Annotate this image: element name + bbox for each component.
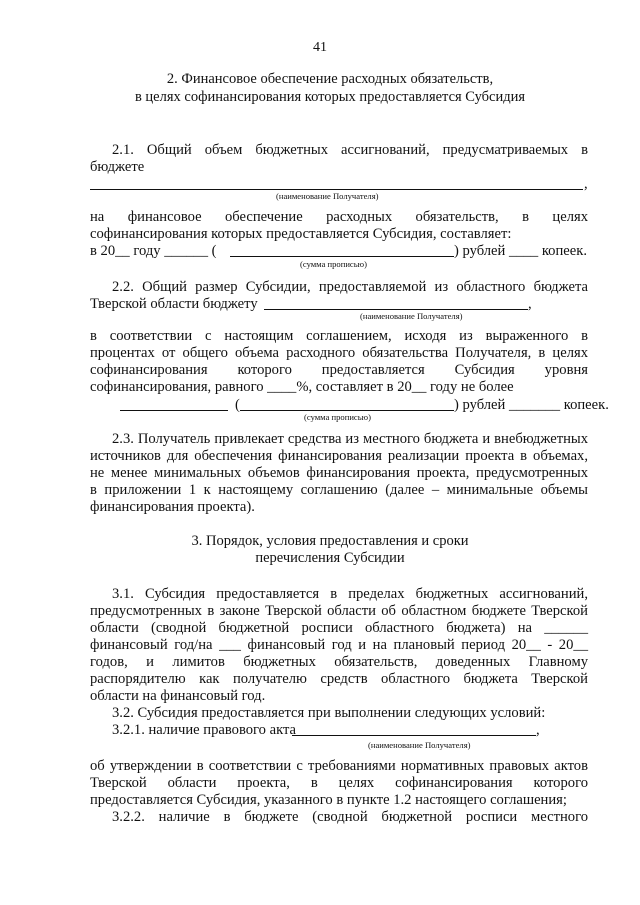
p22-line-5: софинансирования которого предоставляется Субсидия уровня	[90, 362, 588, 378]
p22-line-2-end: ,	[528, 296, 532, 312]
p22-amount-blank	[120, 410, 228, 411]
p31-line-4: финансовый год/на ___ финансовый год и на плановый период 20__ - 20__	[90, 637, 588, 653]
p23-line-4: в приложении 1 к настоящему соглашению (далее – минимальные объемы	[90, 482, 588, 498]
p31-line-1: 3.1. Субсидия предоставляется в пределах бюджетных ассигнований,	[112, 586, 588, 602]
p21-line-3: на финансовое обеспечение расходных обязательств, в целях	[90, 209, 588, 225]
page-number: 41	[313, 40, 327, 55]
p21-line-2: бюджете	[90, 159, 145, 175]
p321-line-4: предоставляется Субсидия, указанного в пункте 1.2 настоящего соглашения;	[90, 792, 567, 808]
p21-line-5-start: в 20__ году ______ (	[90, 243, 217, 259]
p23-line-5: финансирования проекта).	[90, 499, 255, 515]
p321-caption-recipient: (наименование Получателя)	[368, 740, 471, 750]
p22-caption-recipient: (наименование Получателя)	[360, 311, 463, 321]
section-2-title-line-2: в целях софинансирования которых предоставляется Субсидия	[134, 89, 526, 105]
p22-sum-blank	[240, 410, 454, 411]
p22-line-1: 2.2. Общий размер Субсидии, предоставляемой из областного бюджета	[112, 279, 588, 295]
p22-line-4: процентах от общего объема расходного обязательства Получателя, в целях	[90, 345, 588, 361]
p22-line-2-start: Тверской области бюджету	[90, 296, 258, 312]
p31-line-6: распорядителю как получателю средств областного бюджета Тверской	[90, 671, 588, 687]
p321-line-3: Тверской области проекта, в целях софинансирования которого	[90, 775, 588, 791]
p21-caption-recipient: (наименование Получателя)	[276, 191, 379, 201]
p31-line-2: предусмотренных в законе Тверской области об областном бюджете Тверской	[90, 603, 588, 619]
p22-caption-sum: (сумма прописью)	[304, 412, 371, 422]
p21-line-1: 2.1. Общий объем бюджетных ассигнований, предусматриваемых в	[112, 142, 588, 158]
p32-line-1: 3.2. Субсидия предоставляется при выполнении следующих условий:	[112, 705, 546, 721]
p22-line-3: в соответствии с настоящим соглашением, исходя из выраженного в	[90, 328, 588, 344]
p31-line-5: годов, и лимитов бюджетных обязательств, доведенных Главному	[90, 654, 588, 670]
p21-line-5-end: ) рублей ____ копеек.	[454, 243, 587, 259]
p31-line-3: области (сводной бюджетной росписи областного бюджета) на ______	[90, 620, 588, 636]
section-2-title-line-1: 2. Финансовое обеспечение расходных обязательств,	[166, 71, 494, 87]
p22-line-6: софинансирования, равного ____%, составляет в 20__ году не более	[90, 379, 514, 395]
p21-caption-sum: (сумма прописью)	[300, 259, 367, 269]
p21-blank-comma: ,	[584, 176, 588, 192]
p22-line-7-end: ) рублей _______ копеек.	[454, 397, 609, 413]
p22-recipient-blank	[264, 309, 528, 310]
p321-line-1-start: 3.2.1. наличие правового акта	[112, 722, 297, 738]
p22-line-7-open: (	[235, 397, 240, 413]
p21-recipient-blank	[90, 189, 583, 190]
section-3-title-line-1: 3. Порядок, условия предоставления и сроки	[191, 533, 469, 549]
p321-recipient-blank	[292, 735, 536, 736]
p321-line-1-end: ,	[536, 722, 540, 738]
p23-line-1: 2.3. Получатель привлекает средства из местного бюджета и внебюджетных	[112, 431, 588, 447]
p322-line-1: 3.2.2. наличие в бюджете (сводной бюджетной росписи местного	[112, 809, 588, 825]
p321-line-2: об утверждении в соответствии с требованиями нормативных правовых актов	[90, 758, 588, 774]
p23-line-3: не менее минимальных объемов финансирования проекта, предусмотренных	[90, 465, 588, 481]
section-3-title-line-2: перечисления Субсидии	[255, 550, 405, 566]
p21-line-4: софинансирования которых предоставляется Субсидия, составляет:	[90, 226, 512, 242]
p23-line-2: источников для обеспечения финансирования реализации проекта в объемах,	[90, 448, 588, 464]
p21-sum-blank	[230, 256, 454, 257]
p31-line-7: области на финансовый год.	[90, 688, 266, 704]
